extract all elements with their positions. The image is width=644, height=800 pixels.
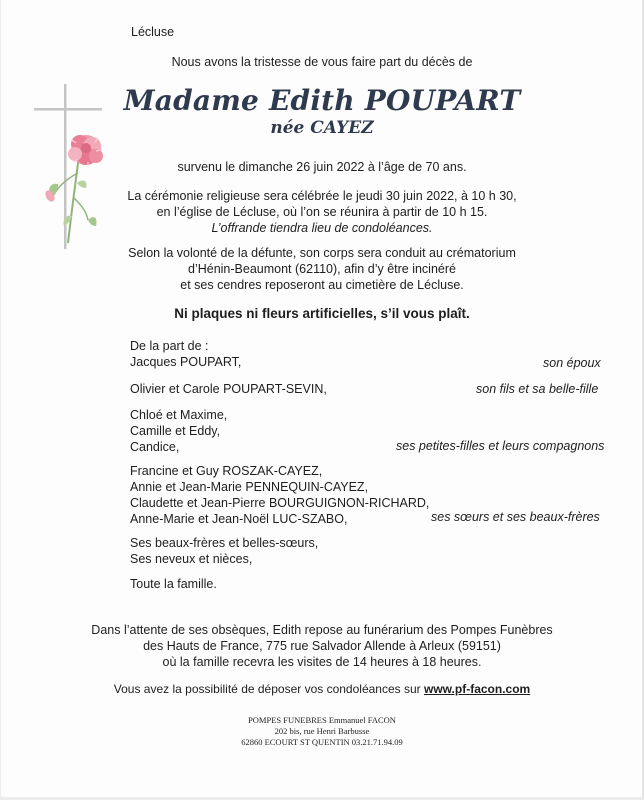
footer-line-1: POMPES FUNEBRES Emmanuel FACON xyxy=(248,715,396,725)
location: Lécluse xyxy=(131,25,175,39)
family-member: Olivier et Carole POUPART-SEVIN, xyxy=(130,382,327,396)
cremation-line-3: et ses cendres reposeront au cimetière de Lécluse. xyxy=(180,278,464,292)
intro-text: Nous avons la tristesse de vous faire part du décès de xyxy=(171,55,473,69)
ceremony-line-1: La cérémonie religieuse sera célébrée le jeudi 30 juin 2022, à 10 h 30, xyxy=(127,189,517,203)
ceremony-line-3: L’offrande tiendra lieu de condoléances. xyxy=(211,221,433,235)
family-member: Annie et Jean-Marie PENNEQUIN-CAYEZ, xyxy=(130,480,369,494)
cremation-line-2: d’Hénin-Beaumont (62110), afin d’y être incinéré xyxy=(188,262,456,276)
family-member: Anne-Marie et Jean-Noël LUC-SZABO, xyxy=(130,512,348,526)
family-member: Camille et Eddy, xyxy=(130,424,221,438)
family-from: De la part de : xyxy=(130,339,209,353)
family-member: Jacques POUPART, xyxy=(130,355,242,369)
funeral-home-block xyxy=(0,622,644,670)
funeral-home-line-2: des Hauts de France, 775 rue Salvador Allende à Arleux (59151) xyxy=(143,639,501,653)
family-member: Francine et Guy ROSZAK-CAYEZ, xyxy=(130,464,323,478)
footer-line-2: 202 bis, rue Henri Barbusse xyxy=(274,726,370,736)
family-group-4 xyxy=(130,463,429,527)
family-group-2 xyxy=(130,381,327,397)
family-member: Chloé et Maxime, xyxy=(130,408,228,422)
family-relation-1: son époux xyxy=(543,356,601,370)
funeral-home-line-1: Dans l’attente de ses obsèques, Edith repose au funérarium des Pompes Funèbres xyxy=(91,623,553,637)
family-member: Claudette et Jean-Pierre BOURGUIGNON-RICHARD, xyxy=(130,496,430,510)
condolences-link[interactable]: www.pf-facon.com xyxy=(423,682,531,696)
condolences-line xyxy=(0,682,644,696)
death-line: survenu le dimanche 26 juin 2022 à l’âge de 70 ans. xyxy=(177,160,467,174)
family-member: Ses neveux et nièces, xyxy=(130,552,253,566)
family-group-1 xyxy=(130,354,241,370)
deceased-name: Madame Edith POUPART xyxy=(123,84,521,117)
maiden-name: née CAYEZ xyxy=(270,118,374,138)
family-group-5 xyxy=(130,535,318,567)
funeral-home-line-3: où la famille recevra les visites de 14 heures à 18 heures. xyxy=(162,655,482,669)
cremation-block xyxy=(0,245,644,293)
footer-line-3: 62860 ECOURT ST QUENTIN 03.21.71.94.09 xyxy=(241,737,403,747)
no-flowers-note: Ni plaques ni fleurs artificielles, s’il vous plaît. xyxy=(174,306,470,321)
family-group-3 xyxy=(130,407,227,455)
family-group-6 xyxy=(130,576,217,592)
cremation-line-1: Selon la volonté de la défunte, son corps sera conduit au crématorium xyxy=(128,246,516,260)
family-relation-3: ses petites-filles et leurs compagnons xyxy=(396,439,605,453)
ceremony-line-2: en l’église de Lécluse, où l’on se réunira à partir de 10 h 15. xyxy=(156,205,488,219)
family-member: Toute la famille. xyxy=(130,577,217,591)
family-relation-4: ses sœurs et ses beaux-frères xyxy=(431,510,600,524)
family-relation-2: son fils et sa belle-fille xyxy=(476,382,599,396)
funeral-director-footer xyxy=(0,715,644,748)
condolences-text: Vous avez la possibilité de déposer vos condoléances sur xyxy=(113,682,421,696)
family-member: Candice, xyxy=(130,440,180,454)
family-member: Ses beaux-frères et belles-sœurs, xyxy=(130,536,319,550)
ceremony-block xyxy=(0,188,644,236)
